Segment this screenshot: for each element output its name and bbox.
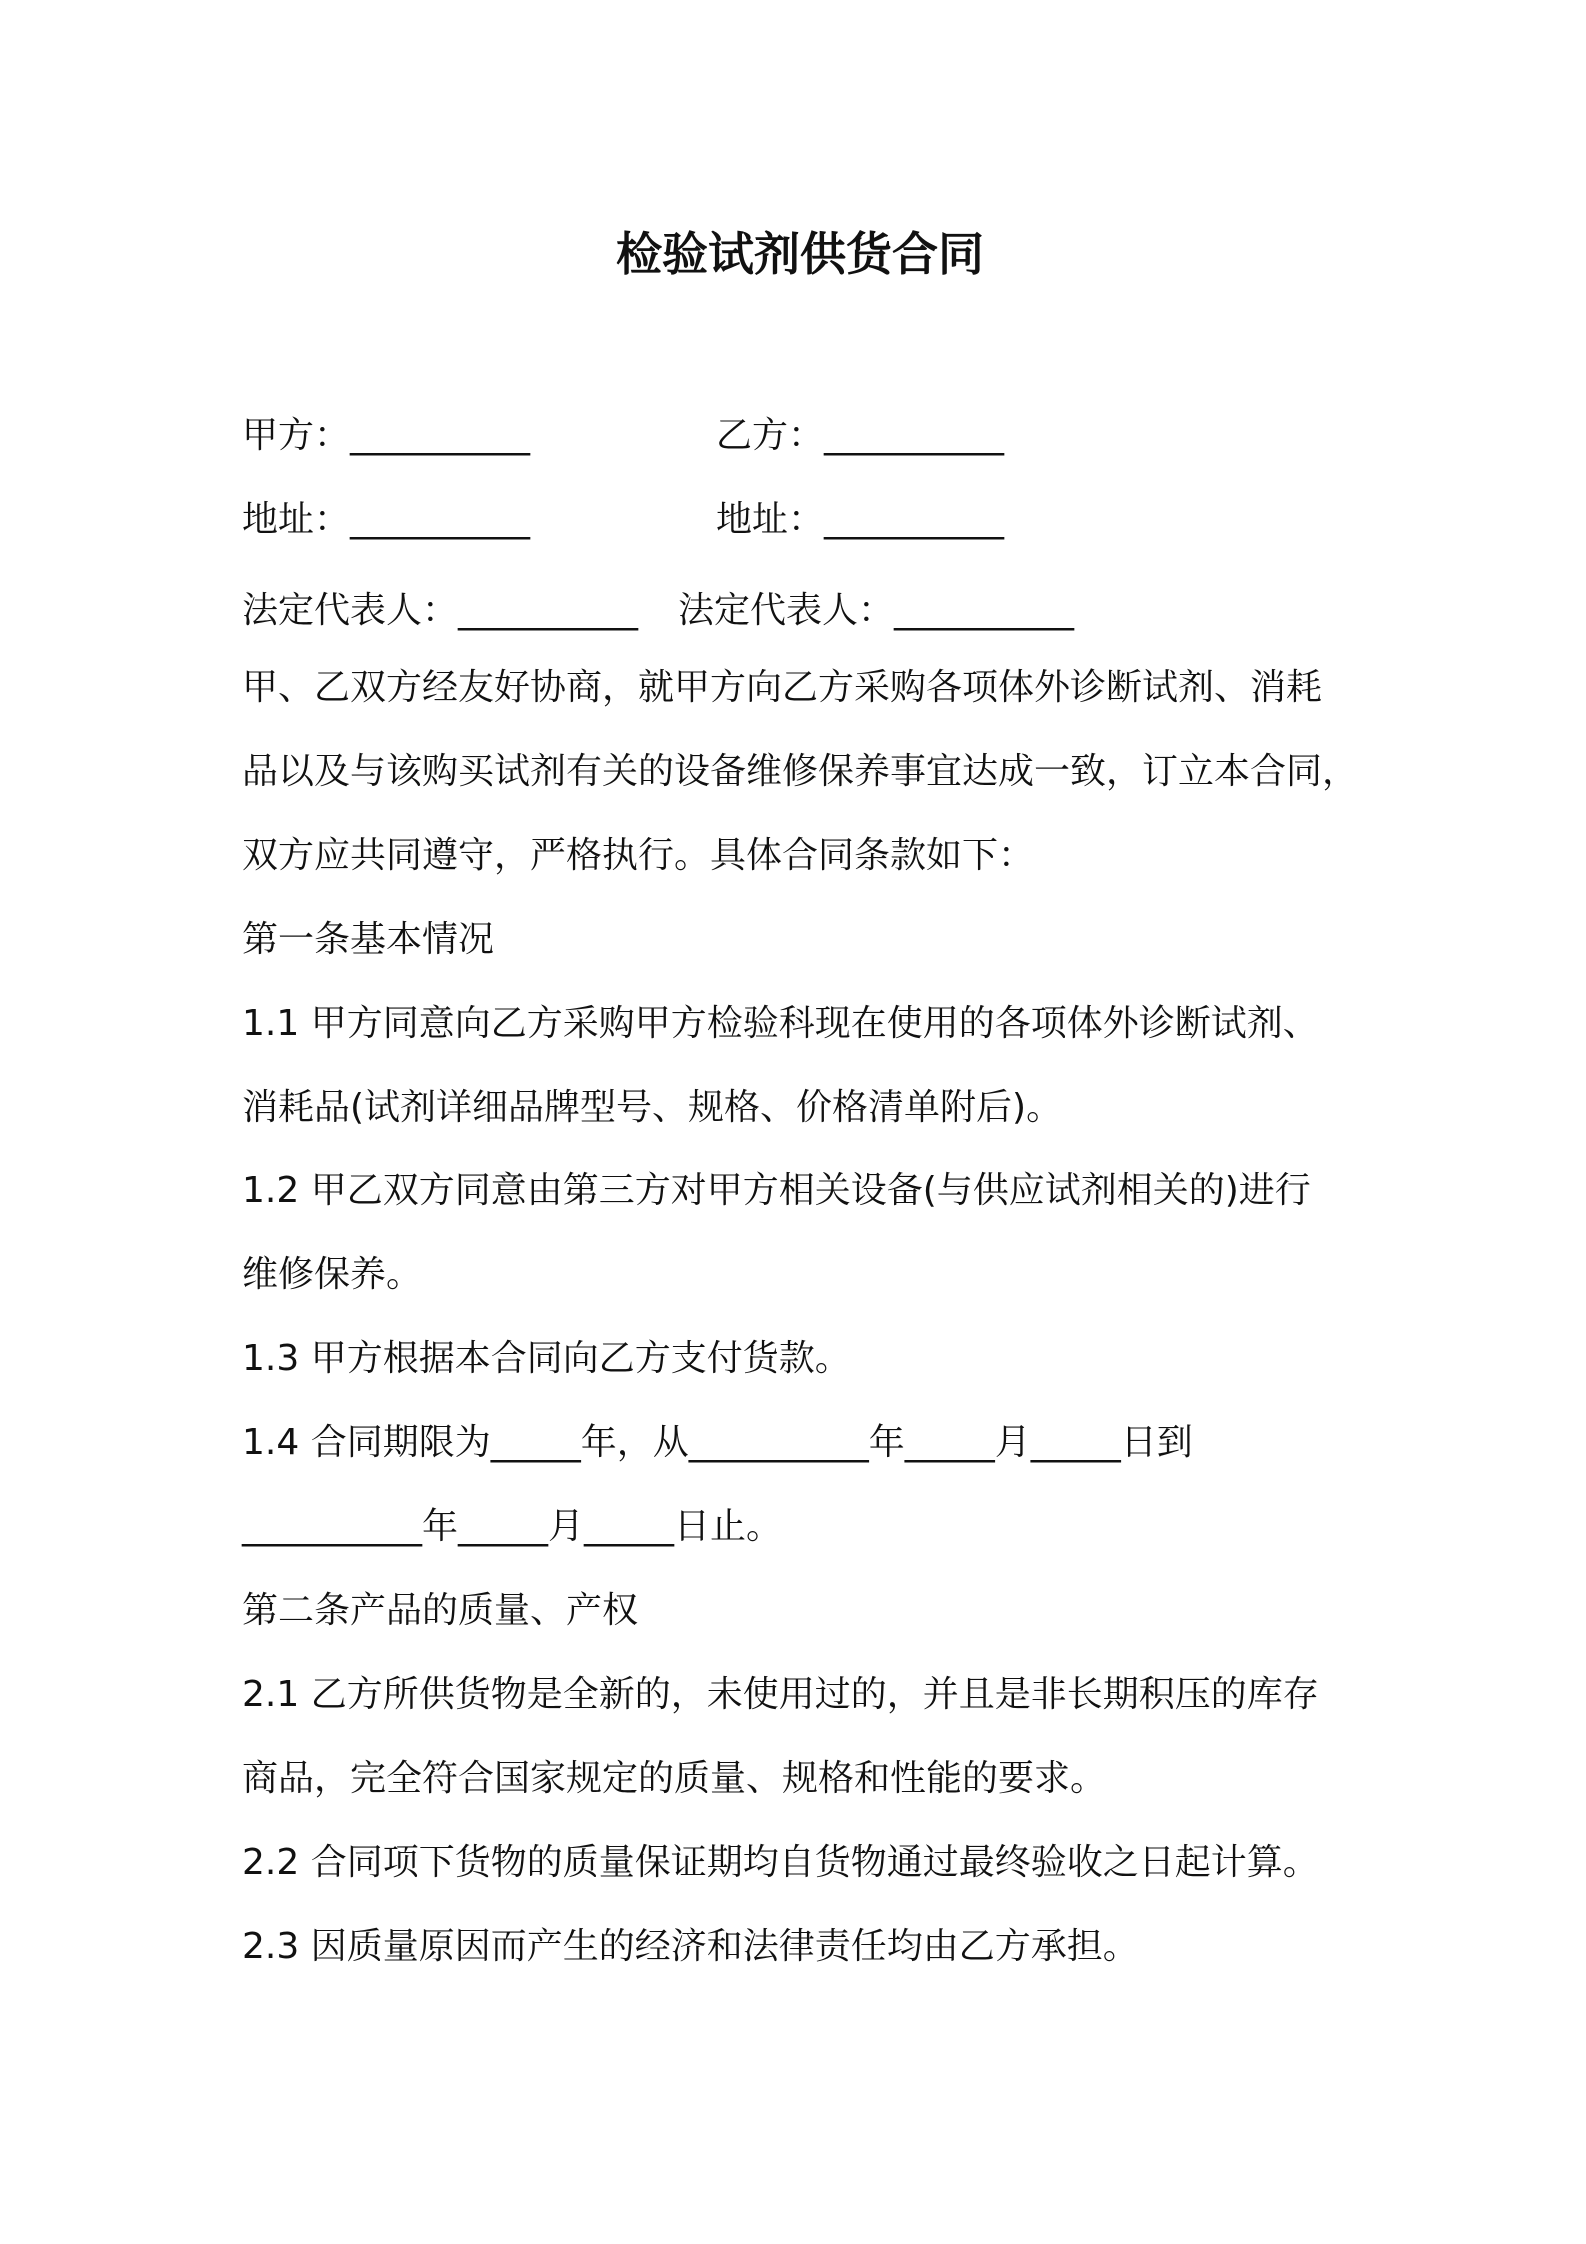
- paragraph-line: 维修保养。: [242, 1254, 423, 1296]
- document-title: 检验试剂供货合同: [616, 227, 984, 281]
- paragraph-line: 1.1 甲方同意向乙方采购甲方检验科现在使用的各项体外诊断试剂、: [242, 1002, 1319, 1044]
- paragraph-line: 双方应共同遵守，严格执行。具体合同条款如下：: [242, 834, 1035, 876]
- party-b-representative: 法定代表人：__________: [678, 590, 1075, 631]
- paragraph-line: 2.3 因质量原因而产生的经济和法律责任均由乙方承担。: [242, 1925, 1139, 1967]
- paragraph-line: 1.4 合同期限为_____年，从__________年_____月_____日到: [242, 1422, 1193, 1464]
- paragraph-line: __________年_____月_____日止。: [242, 1506, 783, 1547]
- paragraph-line: 1.2 甲乙双方同意由第三方对甲方相关设备(与供应试剂相关的)进行: [242, 1170, 1311, 1212]
- paragraph-line: 第一条基本情况: [242, 918, 495, 960]
- paragraph-line: 消耗品(试剂详细品牌型号、规格、价格清单附后)。: [242, 1086, 1063, 1128]
- party-a-representative: 法定代表人：__________: [242, 590, 639, 631]
- paragraph-line: 2.1 乙方所供货物是全新的，未使用过的，并且是非长期积压的库存: [242, 1673, 1319, 1715]
- paragraph-line: 品以及与该购买试剂有关的设备维修保养事宜达成一致，订立本合同，: [242, 750, 1359, 792]
- paragraph-line: 甲、乙双方经友好协商，就甲方向乙方采购各项体外诊断试剂、消耗: [242, 667, 1323, 708]
- party-a-address: 地址：__________: [242, 499, 531, 540]
- paragraph-line: 2.2 合同项下货物的质量保证期均自货物通过最终验收之日起计算。: [242, 1841, 1319, 1883]
- paragraph-line: 商品，完全符合国家规定的质量、规格和性能的要求。: [242, 1757, 1107, 1799]
- party-b-label: 乙方：__________: [716, 415, 1005, 456]
- party-a-label: 甲方：__________: [242, 415, 531, 456]
- paragraph-line: 1.3 甲方根据本合同向乙方支付货款。: [242, 1338, 851, 1380]
- party-b-address: 地址：__________: [716, 499, 1005, 540]
- paragraph-line: 第二条产品的质量、产权: [242, 1589, 639, 1631]
